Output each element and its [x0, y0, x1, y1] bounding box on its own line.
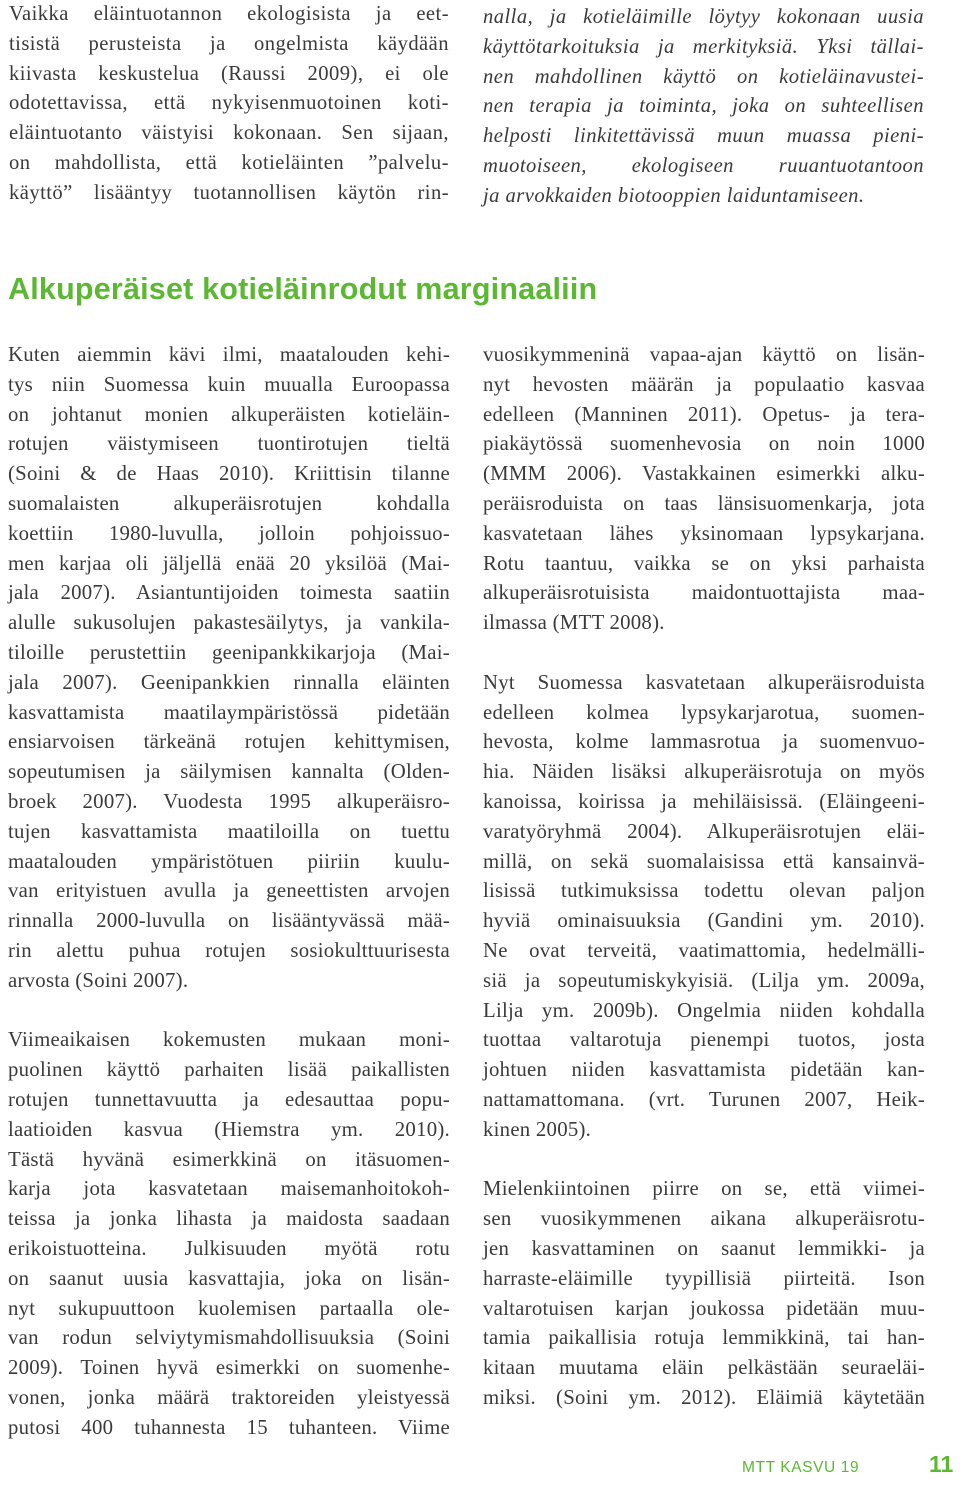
- text-line: Rotu taantuu, vaikka se on yksi parhaista: [483, 551, 925, 575]
- text-line: rin alettu puhua rotujen sosiokulttuurisesta: [8, 938, 450, 962]
- text-line: hyviä ominaisuuksia (Gandini ym. 2010).: [483, 909, 925, 933]
- text-line: ilmassa (MTT 2008).: [483, 611, 665, 635]
- text-line: tuottaa valtarotuja pienempi tuotos, josta: [483, 1028, 925, 1052]
- text-line: Kuten aiemmin kävi ilmi, maatalouden kehi-: [8, 343, 450, 366]
- text-line: laatioiden kasvua (Hiemstra ym. 2010).: [8, 1117, 450, 1141]
- paragraph: [8, 1025, 450, 1442]
- text-line: men karjaa oli jäljellä enää 20 yksilöä (Mai-: [8, 551, 450, 575]
- text-line: arvosta (Soini 2007).: [8, 968, 189, 992]
- text-line: harraste-eläimille tyypillisiä piirteitä. Ison: [483, 1266, 925, 1290]
- text-line: maatalouden ympäristötuen piiriin kuulu-: [8, 849, 450, 873]
- text-line: odotettavissa, että nykyisenmuotoinen koti-: [9, 92, 449, 115]
- text-line: kitaan muutama eläin pelkästään seuraeläi-: [483, 1356, 925, 1380]
- text-line: vuosikymmeninä vapaa-ajan käyttö on lisän-: [483, 343, 925, 366]
- text-line: van erityistuen avulla ja geneettisten arvojen: [8, 879, 450, 903]
- text-line: rinnalla 2000-luvulla on lisääntyvässä mää-: [8, 909, 450, 933]
- footer-publication: MTT KASVU 19: [742, 1459, 860, 1476]
- text-line: Mielenkiintoinen piirre on se, että viimei-: [483, 1177, 925, 1201]
- text-line: piakäytössä suomenhevosia on noin 1000: [483, 432, 925, 456]
- text-line: siä ja sopeutumiskykyisiä. (Lilja ym. 2009a,: [483, 968, 925, 992]
- text-line: koettiin 1980-luvulla, jolloin pohjoissuo-: [8, 521, 450, 545]
- text-line: Vaikka eläintuotannon ekologisista ja eet-: [9, 3, 449, 25]
- text-line: vonen, jonka määrä traktoreiden yleistyessä: [8, 1385, 450, 1409]
- text-line: edelleen (Manninen 2011). Opetus- ja tera-: [483, 402, 925, 426]
- text-line: tiloille perustettiin geenipankkikarjoja (Mai-: [8, 640, 450, 664]
- text-line: muotoiseen, ekologiseen ruuantuotantoon: [483, 154, 924, 177]
- text-line: varatyöryhmä 2004). Alkuperäisrotujen eläi-: [483, 819, 925, 843]
- text-line: kinen 2005).: [483, 1117, 592, 1141]
- text-line: erikoistuotteina. Julkisuuden myötä rotu: [8, 1236, 450, 1260]
- text-line: tamia paikallisia rotuja lemmikkinä, tai han-: [483, 1326, 925, 1350]
- text-line: lisissä tutkimuksissa todettu olevan paljon: [483, 879, 925, 903]
- text-line: käyttötarkoituksia ja merkityksiä. Yksi tällai-: [483, 35, 924, 58]
- text-line: nen mahdollinen käyttö on kotieläinavustei-: [483, 65, 924, 88]
- text-line: Lilja ym. 2009b). Ongelmia niiden kohdalla: [483, 998, 925, 1022]
- paragraph: [483, 340, 925, 638]
- text-line: ja arvokkaiden biotooppien laiduntamiseen.: [483, 184, 865, 207]
- body-left-column: [8, 340, 450, 1472]
- text-line: miksi. (Soini ym. 2012). Eläimiä käytetään: [483, 1385, 925, 1409]
- text-line: edelleen kolmea lypsykarjarotua, suomen-: [483, 700, 925, 724]
- paragraph: [483, 1174, 925, 1412]
- intro-right-column: [483, 3, 924, 212]
- text-line: Ne ovat terveitä, vaatimattomia, hedelmälli-: [483, 938, 925, 962]
- text-line: eläintuotanto väistyisi kokonaan. Sen sijaan,: [9, 122, 449, 145]
- text-line: 2009). Toinen hyvä esimerkki on suomenhe-: [8, 1356, 450, 1380]
- text-line: karja jota kasvatetaan maisemanhoitokoh-: [8, 1177, 450, 1201]
- text-line: jala 2007). Asiantuntijoiden toimesta saatiin: [8, 581, 450, 605]
- text-line: teissa ja jonka lihasta ja maidosta saadaan: [8, 1207, 450, 1231]
- text-line: on johtanut monien alkuperäisten kotieläin-: [8, 402, 450, 426]
- text-line: putosi 400 tuhannesta 15 tuhanteen. Viime: [8, 1415, 450, 1439]
- text-line: nattamattomana. (vrt. Turunen 2007, Heik-: [483, 1087, 925, 1111]
- body-right-column: [483, 340, 925, 1442]
- text-line: broek 2007). Vuodesta 1995 alkuperäisro-: [8, 789, 450, 813]
- text-line: käyttö” lisääntyy tuotannollisen käytön rin-: [9, 181, 449, 204]
- intro-left-column: [9, 0, 449, 209]
- text-line: rotujen väistymiseen tuontirotujen tieltä: [8, 432, 450, 456]
- text-line: rotujen tunnettavuutta ja edesauttaa popu-: [8, 1087, 450, 1111]
- text-line: kasvattamista maatilaympäristössä pidetään: [8, 700, 450, 724]
- text-line: nyt hevosten määrän ja populaatio kasvaa: [483, 372, 925, 396]
- text-line: Nyt Suomessa kasvatetaan alkuperäisroduista: [483, 670, 925, 694]
- text-line: sopeutumisen ja säilymisen kannalta (Olden-: [8, 760, 450, 784]
- text-line: puolinen käyttö parhaiten lisää paikallisten: [8, 1058, 450, 1082]
- text-line: (MMM 2006). Vastakkainen esimerkki alku-: [483, 462, 925, 486]
- text-line: peräisroduista on taas länsisuomenkarja, jota: [483, 491, 925, 515]
- text-line: helposti linkitettävissä muun muassa pieni-: [483, 125, 924, 148]
- text-line: tys niin Suomessa kuin muualla Euroopassa: [8, 372, 450, 396]
- footer-page-number: 11: [929, 1451, 954, 1477]
- text-line: millä, on sekä suomalaisissa että kansainvä-: [483, 849, 925, 873]
- text-line: kiivasta keskustelua (Raussi 2009), ei ole: [9, 62, 449, 85]
- text-line: on mahdollista, että kotieläinten ”palvelu-: [9, 151, 449, 174]
- text-line: nalla, ja kotieläimille löytyy kokonaan uusia: [483, 6, 924, 28]
- text-line: hevosta, kolme lammasrotua ja suomenvuo-: [483, 730, 925, 754]
- text-line: tujen kasvattamista maatiloilla on tuettu: [8, 819, 450, 843]
- text-line: jala 2007). Geenipankkien rinnalla eläinten: [8, 670, 450, 694]
- text-line: Tästä hyvänä esimerkkinä on itäsuomen-: [8, 1147, 450, 1171]
- text-line: alkuperäisrotuisista maidontuottajista maa-: [483, 581, 925, 605]
- text-line: suomalaisten alkuperäisrotujen kohdalla: [8, 491, 450, 515]
- text-line: alulle sukusolujen pakastesäilytys, ja vankila-: [8, 611, 450, 635]
- text-line: sen vuosikymmenen aikana alkuperäisrotu-: [483, 1207, 925, 1231]
- text-line: on saanut uusia kasvattajia, joka on lisän-: [8, 1266, 450, 1290]
- text-line: valtarotuisen karjan joukossa pidetään muu-: [483, 1296, 925, 1320]
- text-line: jen kasvattaminen on saanut lemmikki- ja: [483, 1236, 925, 1260]
- text-line: ensiarvoisen tärkeänä rotujen kehittymisen,: [8, 730, 450, 754]
- paragraph: [483, 668, 925, 1145]
- text-line: Viimeaikaisen kokemusten mukaan moni-: [8, 1028, 450, 1052]
- paragraph: [8, 340, 450, 996]
- text-line: johtuen niiden kasvattamista pidetään kan-: [483, 1058, 925, 1082]
- text-line: kasvatetaan lähes yksinomaan lypsykarjana.: [483, 521, 925, 545]
- text-line: hia. Näiden lisäksi alkuperäisrotuja on myös: [483, 760, 925, 784]
- text-line: nen terapia ja toiminta, joka on suhteellisen: [483, 95, 924, 118]
- text-line: tisistä perusteista ja ongelmista käydään: [9, 32, 449, 55]
- text-line: (Soini & de Haas 2010). Kriittisin tilanne: [8, 462, 450, 486]
- text-line: kanoissa, koirissa ja mehiläisissä. (Eläingeeni-: [483, 789, 925, 813]
- section-heading: Alkuperäiset kotieläinrodut marginaaliin: [8, 272, 598, 306]
- text-line: van rodun selviytymismahdollisuuksia (Soini: [8, 1326, 450, 1350]
- text-line: nyt sukupuuttoon kuolemisen partaalla ole-: [8, 1296, 450, 1320]
